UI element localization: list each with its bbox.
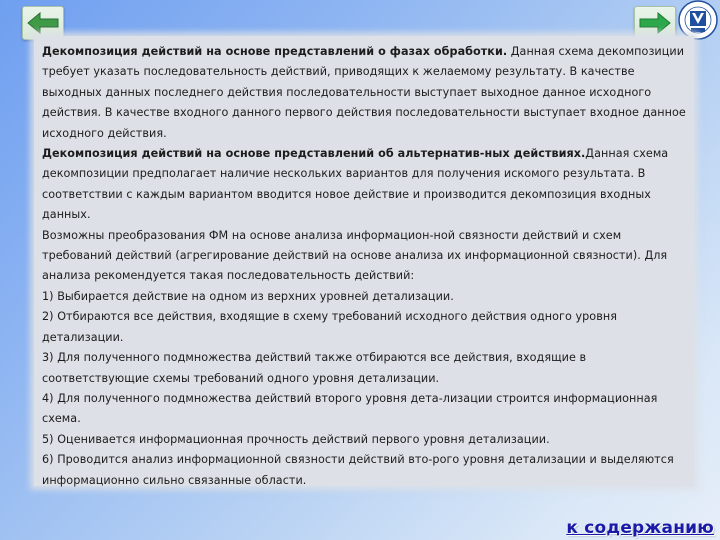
list-item-4 — [42, 389, 686, 430]
list-item-3 — [42, 348, 686, 389]
list-item-5 — [42, 430, 686, 450]
left-arrow-icon — [26, 12, 60, 34]
list-item-6 — [42, 450, 686, 491]
table-of-contents-link[interactable]: к содержанию — [566, 518, 714, 538]
paragraph-text: Возможны преобразования ФМ на основе анализа информацион-ной связности действий и схем требований действий (агрегирование действий на основе анализа их информационной связности). Для анализа рекомендуется такая последовательность действий: — [42, 228, 668, 283]
list-item-text: 2) Отбираются все действия, входящие в схему требований исходного действия одного уровня детализации. — [42, 310, 617, 344]
list-item-text: 6) Проводится анализ информационной связности действий вто-рого уровня детализации и выделяются информационно сильно связанные области. — [42, 453, 674, 487]
document-body — [34, 36, 694, 486]
paragraph-transformations — [42, 226, 686, 287]
paragraph-heading: Декомпозиция действий на основе представлений об альтернатив-ных действиях. — [42, 147, 586, 161]
paragraph-alternative-decomposition — [42, 144, 686, 226]
paragraph-phase-decomposition — [42, 42, 686, 144]
list-item-text: 1) Выбирается действие на одном из верхних уровней детализации. — [42, 289, 454, 303]
right-arrow-icon — [638, 12, 672, 34]
back-button[interactable] — [22, 6, 64, 40]
list-item-text: 4) Для полученного подмножества действий второго уровня дета-лизации строится информационная схема. — [42, 391, 658, 426]
forward-button[interactable] — [634, 6, 676, 40]
list-item-1 — [42, 287, 686, 307]
paragraph-text: Данная схема декомпозиции требует указать последовательность действий, приводящих к желаемому результату. В качестве выходных данных последнего действия последовательности выступает выходное данное исходного действия. В качестве входного данного первого действия последовательности выступает входное данное исходного действия. — [42, 45, 686, 140]
paragraph-text: Данная схема декомпозиции предполагает наличие нескольких вариантов для получения искомого результата. В соответствии с каждым вариантом вводится новое действие и производится декомпозиция входных данных. — [42, 147, 669, 222]
list-item-text: 3) Для полученного подмножества действий также отбираются все действия, входящие в соответствующие схемы требований одного уровня детализации. — [42, 351, 587, 385]
list-item-text: 5) Оценивается информационная прочность действий первого уровня детализации. — [42, 432, 550, 446]
list-item-2 — [42, 307, 686, 348]
paragraph-heading: Декомпозиция действий на основе представлений о фазах обработки. — [42, 45, 508, 58]
university-logo — [678, 0, 718, 40]
